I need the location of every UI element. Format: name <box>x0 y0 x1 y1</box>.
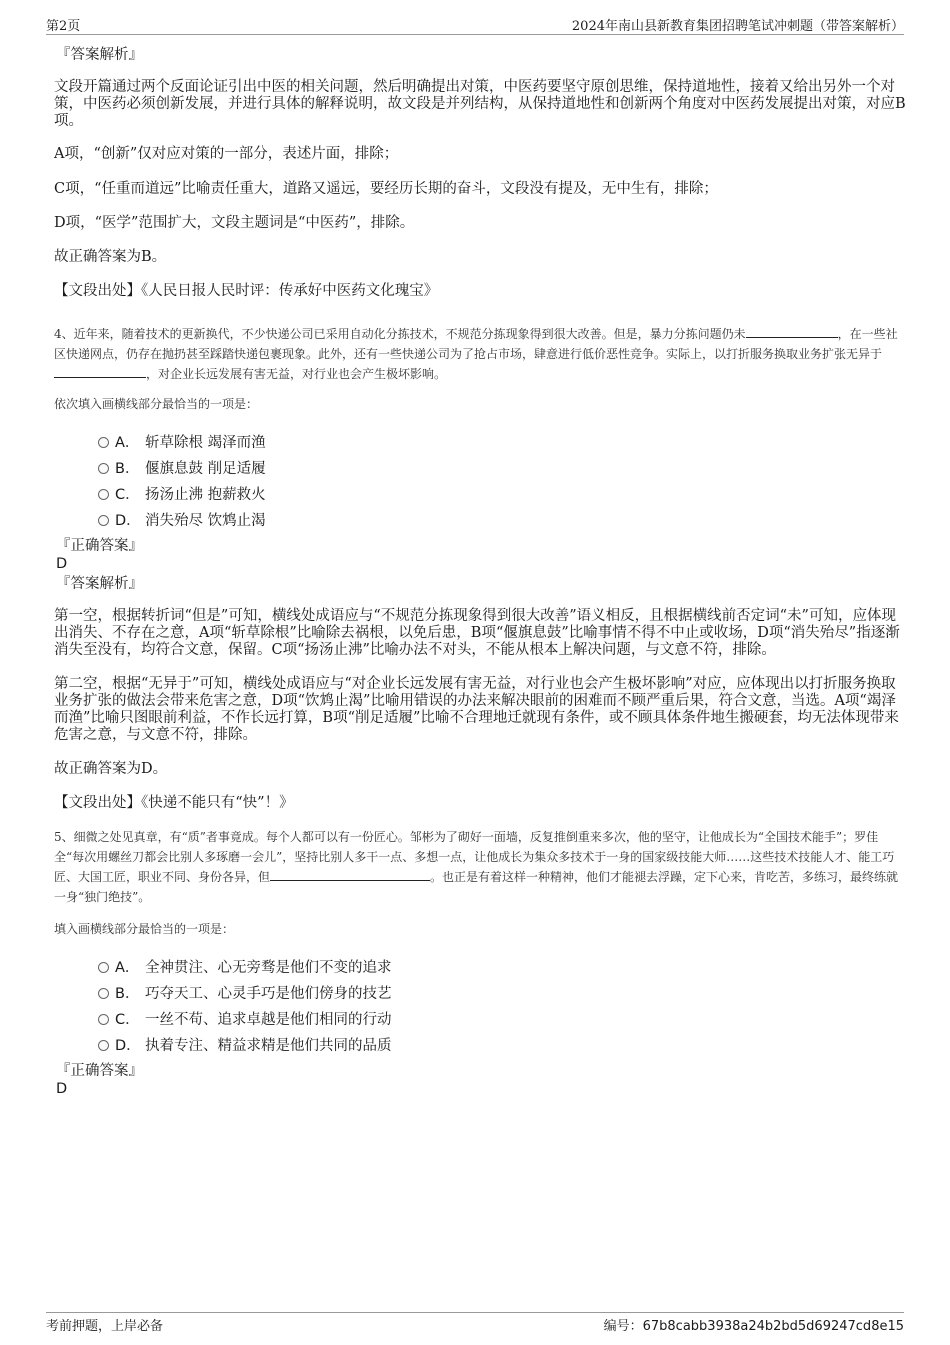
option-label: B． <box>115 461 140 477</box>
radio-icon[interactable] <box>98 988 109 999</box>
option-label: A． <box>115 435 140 451</box>
option-b[interactable] <box>54 980 906 1006</box>
page-header <box>46 8 904 35</box>
question-prompt: 依次填入画横线部分最恰当的一项是： <box>54 397 259 411</box>
question-5-stem <box>54 827 906 907</box>
correct-answer: D <box>56 556 68 572</box>
radio-icon[interactable] <box>98 515 109 526</box>
radio-icon[interactable] <box>98 489 109 500</box>
analysis-label: 『答案解析』 <box>56 576 143 592</box>
option-d[interactable] <box>54 507 906 533</box>
option-label: D． <box>115 513 141 529</box>
blank-line <box>54 364 146 378</box>
analysis-paragraph: 第二空，根据“无异于”可知，横线处成语应与“对企业长远发展有害无益，对行业也会产生极坏影响”对应，应体现出以打折服务换取业务扩张的做法会带来危害之意，D项“饮鸩止渴”比喻用错误的办法来解决眼前的困难而不顾严重后果，符合文意，当选。A项“竭泽而渔”比喻只图眼前利益，不作长远打算，B项“削足适履”比喻不合理地迁就现有条件，或不顾具体条件地生搬硬套，均无法体现带来危害之意，与文意不符，排除。 <box>54 676 899 743</box>
stem-text: ，在一些社区快递网点，仍存在抛扔甚至踩踏快递包裹现象。此外，还有一些快递公司为了抢占市场，肆意进行低价恶性竞争。实际上，以打折服务换取业务扩张无异于 <box>54 327 898 361</box>
source-citation: 【文段出处】《人民日报人民时评：传承好中医药文化瑰宝》 <box>54 283 439 299</box>
option-a[interactable] <box>54 954 906 980</box>
option-text: 扬汤止沸 抱薪救火 <box>145 487 266 503</box>
radio-icon[interactable] <box>98 962 109 973</box>
document-code <box>604 1315 904 1334</box>
question-prompt: 填入画横线部分最恰当的一项是： <box>54 922 235 936</box>
option-text: 偃旗息鼓 削足适履 <box>145 461 266 477</box>
conclusion: 故正确答案为D。 <box>54 761 168 777</box>
blank-line <box>270 867 430 881</box>
radio-icon[interactable] <box>98 1040 109 1051</box>
analysis-paragraph: 第一空，根据转折词“但是”可知，横线处成语应与“不规范分拣现象得到很大改善”语义相反，且根据横线前否定词“未”可知，应体现出消失、不存在之意，A项“斩草除根”比喻除去祸根，以免后患，B项“偃旗息鼓”比喻事情不得不中止或收场，D项“消失殆尽”指逐渐消失至没有，均符合文意，保留。C项“扬汤止沸”比喻办法不对头，不能从根本上解决问题，与文意不符，排除。 <box>54 608 900 658</box>
analysis-paragraph: 文段开篇通过两个反面论证引出中医的相关问题，然后明确提出对策，中医药要坚守原创思维，保持道地性，接着又给出另外一个对策，中医药必须创新发展，并进行具体的解释说明，故文段是并列结构，从保持道地性和创新两个角度对中医药发展提出对策，对应B项。 <box>54 79 906 129</box>
stem-text: ，对企业长远发展有害无益，对行业也会产生极坏影响。 <box>146 367 447 381</box>
radio-icon[interactable] <box>98 1014 109 1025</box>
option-list <box>54 429 906 533</box>
page-number: 第2页 <box>46 19 81 34</box>
option-text: 全神贯注、心无旁骛是他们不变的追求 <box>145 960 392 976</box>
option-c[interactable] <box>54 481 906 507</box>
option-text: 斩草除根 竭泽而渔 <box>145 435 266 451</box>
option-label: A． <box>115 960 140 976</box>
option-label: D． <box>115 1038 141 1054</box>
correct-answer-label: 『正确答案』 <box>56 1063 143 1079</box>
stem-text: 。也正是有着这样一种精神，他们才能褪去浮躁，定下心来，肯吃苦，多练习，最终练就一身“独门绝技”。 <box>54 870 899 904</box>
code-label: 编号： <box>603 1319 643 1334</box>
option-text: 巧夺天工、心灵手巧是他们傍身的技艺 <box>145 986 392 1002</box>
footer-slogan: 考前押题，上岸必备 <box>46 1319 164 1334</box>
stem-text: 4、近年来，随着技术的更新换代，不少快递公司已采用自动化分拣技术，不规范分拣现象得到很大改善。但是，暴力分拣问题仍未 <box>54 327 746 341</box>
option-text: 执着专注、精益求精是他们共同的品质 <box>145 1038 392 1054</box>
document-title: 2024年南山县新教育集团招聘笔试冲刺题（带答案解析） <box>571 19 904 34</box>
blank-line <box>746 324 838 338</box>
analysis-paragraph: C项，“任重而道远”比喻责任重大，道路又遥远，要经历长期的奋斗，文段没有提及，无中生有，排除； <box>54 181 718 197</box>
analysis-paragraph: A项，“创新”仅对应对策的一部分，表述片面，排除； <box>54 146 399 162</box>
analysis-paragraph: D项，“医学”范围扩大，文段主题词是“中医药”，排除。 <box>54 215 415 231</box>
option-c[interactable] <box>54 1006 906 1032</box>
option-text: 一丝不苟、追求卓越是他们相同的行动 <box>145 1012 392 1028</box>
option-list <box>54 954 906 1058</box>
option-label: C． <box>115 487 140 503</box>
analysis-label: 『答案解析』 <box>56 47 143 63</box>
option-label: B． <box>115 986 140 1002</box>
radio-icon[interactable] <box>98 437 109 448</box>
code-value: 67b8cabb3938a24b2bd5d69247cd8e15 <box>642 1319 904 1334</box>
question-4-stem <box>54 324 906 384</box>
option-label: C． <box>115 1012 140 1028</box>
option-d[interactable] <box>54 1032 906 1058</box>
conclusion: 故正确答案为B。 <box>54 249 167 265</box>
radio-icon[interactable] <box>98 463 109 474</box>
source-citation: 【文段出处】《快递不能只有“快”！》 <box>54 795 294 811</box>
option-a[interactable] <box>54 429 906 455</box>
option-text: 消失殆尽 饮鸩止渴 <box>145 513 266 529</box>
correct-answer: D <box>56 1081 68 1097</box>
page-footer <box>46 1312 904 1339</box>
option-b[interactable] <box>54 455 906 481</box>
stem-text: 5、细微之处见真章，有“质”者事竟成。每个人都可以有一份匠心。邹彬为了砌好一面墙，反复推倒重来多次，他的坚守，让他成长为“全国技术能手”；罗佳全“每次用螺丝刀都会比别人多琢磨一会儿”，坚持比别人多干一点、多想一点，让他成长为集众多技术于一身的国家级技能大师……这些技术技能人才、能工巧匠、大国工匠，职业不同、身份各异，但 <box>54 830 895 884</box>
page-content <box>54 46 906 1098</box>
correct-answer-label: 『正确答案』 <box>56 538 143 554</box>
